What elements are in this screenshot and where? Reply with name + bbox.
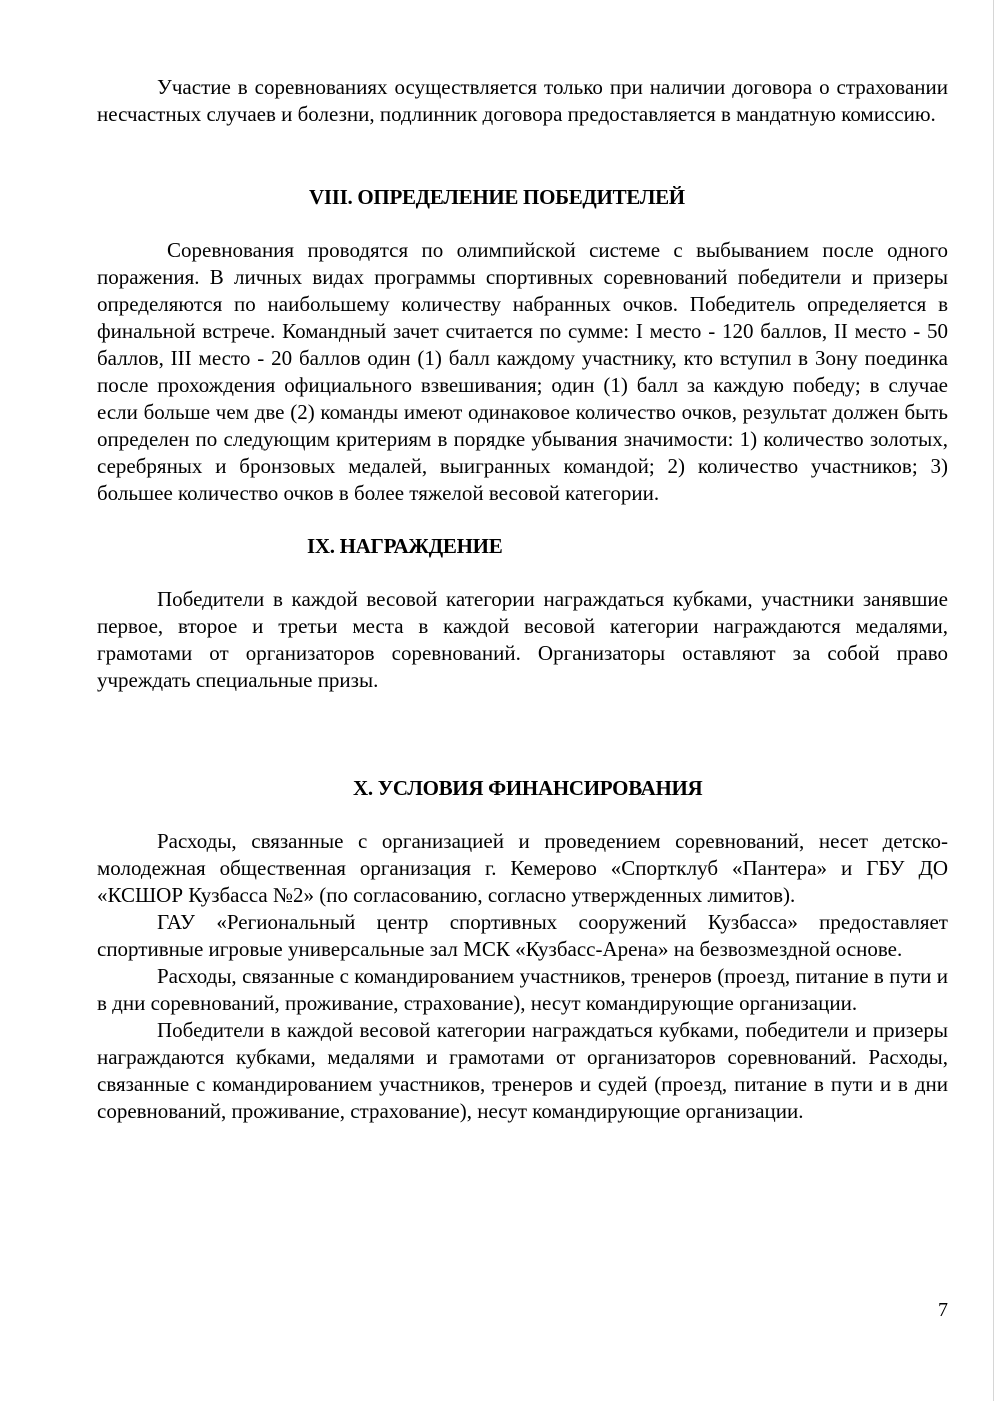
financing-paragraph-prizes: Победители в каждой весовой категории награждаться кубками, победители и призеры награждаются кубками, медалями и грамотами от организаторов соревнований. Расходы, связанные с командированием участников, тренеров и судей (проезд, питание в пути и в дни соревнований, проживание, страхование), несут командирующие организации. [97,1018,948,1123]
page-content [97,74,948,1125]
financing-paragraph-venue: ГАУ «Региональный центр спортивных сооружений Кузбасса» предоставляет спортивные игровые универсальные зал МСК «Кузбасс-Арена» на безвозмездной основе. [97,910,948,961]
section-heading-financing: X. УСЛОВИЯ ФИНАНСИРОВАНИЯ [353,776,703,800]
awards-paragraph: Победители в каждой весовой категории награждаться кубками, участники занявшие первое, второе и третьи места в каждой весовой категории награждаются медалями, грамотами от организаторов соревнований. Организаторы оставляют за собой право учреждать специальные призы. [97,587,948,692]
financing-paragraph-travel: Расходы, связанные с командированием участников, тренеров (проезд, питание в пути и в дни соревнований, проживание, страхование), несут командирующие организации. [97,964,948,1015]
page-number: 7 [938,1299,948,1321]
winners-paragraph: Соревнования проводятся по олимпийской системе с выбыванием после одного поражения. В личных видах программы спортивных соревнований победители и призеры определяются по наибольшему количеству набранных очков. Победитель определяется в финальной встрече. Командный зачет считается по сумме: I место - 120 баллов, II место - 50 баллов, III место - 20 баллов один (1) балл каждому участнику, кто вступил в Зону поединка после прохождения официального взвешивания; один (1) балл за каждую победу; в случае если больше чем две (2) команды имеют одинаковое количество очков, результат должен быть определен по следующим критериям в порядке убывания значимости: 1) количество золотых, серебряных и бронзовых медалей, выигранных командой; 2) количество участников; 3) большее количество очков в более тяжелой весовой категории. [97,238,948,505]
financing-paragraph-organizers: Расходы, связанные с организацией и проведением соревнований, несет детско-молодежная общественная организация г. Кемерово «Спортклуб «Пантера» и ГБУ ДО «КСШОР Кузбасса №2» (по согласованию, согласно утвержденных лимитов). [97,829,948,907]
intro-paragraph: Участие в соревнованиях осуществляется только при наличии договора о страховании несчастных случаев и болезни, подлинник договора предоставляется в мандатную комиссию. [97,75,948,126]
section-heading-awards: IX. НАГРАЖДЕНИЕ [307,534,503,558]
section-heading-winners: VIII. ОПРЕДЕЛЕНИЕ ПОБЕДИТЕЛЕЙ [309,185,685,209]
